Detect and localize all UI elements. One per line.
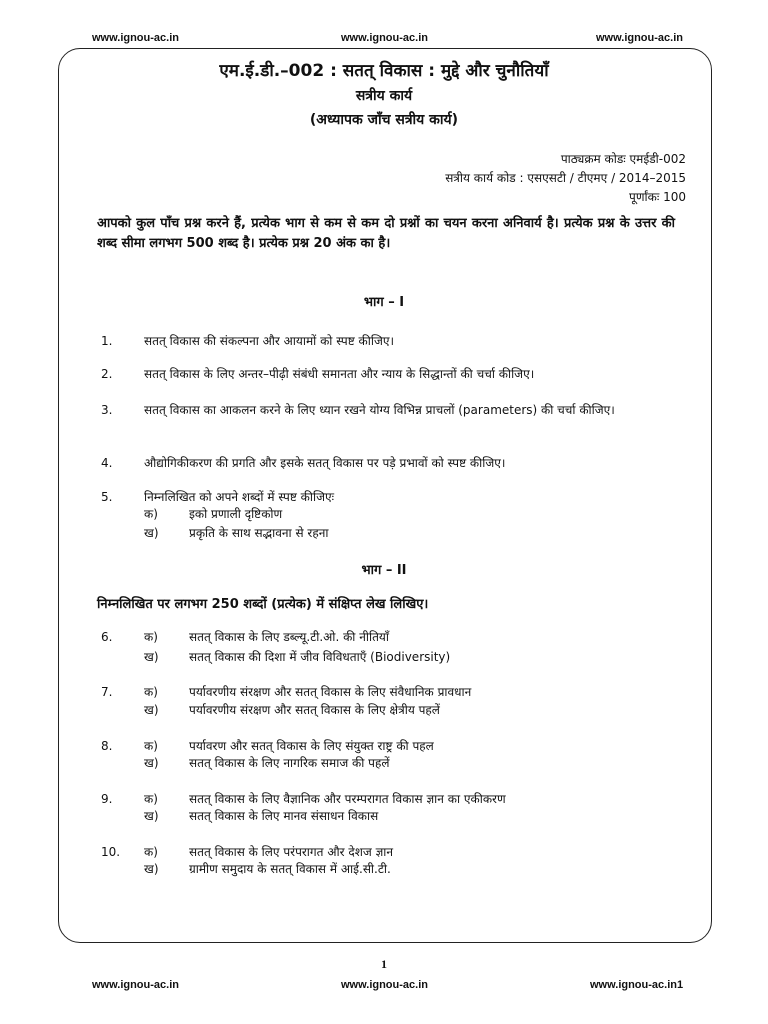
sub-text: पर्यावरणीय संरक्षण और सतत् विकास के लिए संवैधानिक प्रावधान — [189, 685, 472, 699]
page-footer — [0, 979, 768, 999]
sub-label: क) — [144, 630, 158, 644]
sub-label: क) — [144, 845, 158, 859]
sub-label: क) — [144, 739, 158, 753]
header-url-center: www.ignou-ac.in — [341, 32, 428, 44]
sub-text: इको प्रणाली दृष्टिकोण — [189, 507, 283, 521]
question-text: औद्योगिकीकरण की प्रगति और इसके सतत् विकास पर पड़े प्रभावों को स्पष्ट कीजिए। — [144, 456, 506, 470]
sub-label: ख) — [144, 703, 159, 717]
question-number: 1. — [101, 334, 113, 348]
assignment-subtitle: सत्रीय कार्य — [355, 88, 413, 104]
question-text: सतत् विकास की संकल्पना और आयामों को स्पष्ट कीजिए। — [144, 334, 395, 348]
sub-label: ख) — [144, 862, 159, 876]
sub-label: क) — [144, 685, 158, 699]
header-url-left: www.ignou-ac.in — [92, 32, 179, 44]
question-text: सतत् विकास का आकलन करने के लिए ध्यान रखने योग्य विभिन्न प्राचलों (parameters) की चर्चा कीजिए। — [144, 403, 615, 417]
sub-text: सतत् विकास के लिए नागरिक समाज की पहलें — [189, 756, 390, 770]
footer-url-left: www.ignou-ac.in — [92, 979, 179, 991]
sub-label: क) — [144, 507, 158, 521]
part-2-heading: भाग – II — [361, 563, 407, 578]
footer-url-right: www.ignou-ac.in1 — [590, 979, 684, 991]
assignment-type: (अध्यापक जाँच सत्रीय कार्य) — [309, 112, 459, 128]
question-number: 7. — [101, 685, 113, 699]
footer-url-center: www.ignou-ac.in — [341, 979, 428, 991]
page-number: 1 — [381, 957, 387, 971]
question-number: 9. — [101, 792, 113, 806]
sub-text: सतत् विकास के लिए डब्ल्यू.टी.ओ. की नीतियाँ — [189, 630, 390, 644]
question-text: निम्नलिखित को अपने शब्दों में स्पष्ट कीजिएः — [144, 490, 335, 504]
question-number: 8. — [101, 739, 113, 753]
header-url-right: www.ignou-ac.in — [596, 32, 683, 44]
question-text: सतत् विकास के लिए अन्तर–पीढ़ी संबंधी समानता और न्याय के सिद्धान्तों की चर्चा कीजिए। — [144, 367, 535, 381]
sub-label: क) — [144, 792, 158, 806]
sub-label: ख) — [144, 756, 159, 770]
sub-text: सतत् विकास के लिए मानव संसाधन विकास — [189, 809, 379, 823]
sub-text: सतत् विकास की दिशा में जीव विविधताएँ (Biodiversity) — [189, 650, 451, 664]
part-1-heading: भाग – I — [363, 295, 405, 310]
question-number: 10. — [101, 845, 121, 859]
sub-label: ख) — [144, 526, 159, 540]
sub-label: ख) — [144, 809, 159, 823]
sub-label: ख) — [144, 650, 159, 664]
question-number: 6. — [101, 630, 113, 644]
question-number: 5. — [101, 490, 113, 504]
sub-text: सतत् विकास के लिए वैज्ञानिक और परम्परागत विकास ज्ञान का एकीकरण — [189, 792, 506, 806]
part-2-instruction: निम्नलिखित पर लगभग 250 शब्दों (प्रत्येक) में संक्षिप्त लेख लिखिए। — [97, 597, 429, 612]
instructions: आपको कुल पाँच प्रश्न करने हैं, प्रत्येक भाग से कम से कम दो प्रश्नों का चयन करना अनिवार्य है। प्रत्येक प्रश्न के उत्तर की शब्द सीमा लगभग 500 शब्द है। प्रत्येक प्रश्न 20 अंक का है। — [97, 216, 675, 251]
sub-text: सतत् विकास के लिए परंपरागत और देशज ज्ञान — [189, 845, 394, 859]
max-marks: पूर्णांकः 100 — [629, 190, 686, 204]
sub-text: ग्रामीण समुदाय के सतत् विकास में आई.सी.टी. — [189, 862, 391, 876]
sub-text: पर्यावरणीय संरक्षण और सतत् विकास के लिए क्षेत्रीय पहलें — [189, 703, 440, 717]
question-number: 3. — [101, 403, 113, 417]
course-code: पाठ्यक्रम कोडः एमईडी-002 — [560, 152, 686, 166]
assignment-code: सत्रीय कार्य कोड : एसएसटी / टीएमए / 2014–2015 — [445, 171, 686, 185]
sub-text: पर्यावरण और सतत् विकास के लिए संयुक्त राष्ट्र की पहल — [189, 739, 434, 753]
sub-text: प्रकृति के साथ सद्भावना से रहना — [189, 526, 329, 540]
course-title: एम.ई.डी.–002 : सतत् विकास : मुद्दे और चुनौतियाँ — [219, 61, 549, 81]
question-number: 2. — [101, 367, 113, 381]
question-number: 4. — [101, 456, 113, 470]
